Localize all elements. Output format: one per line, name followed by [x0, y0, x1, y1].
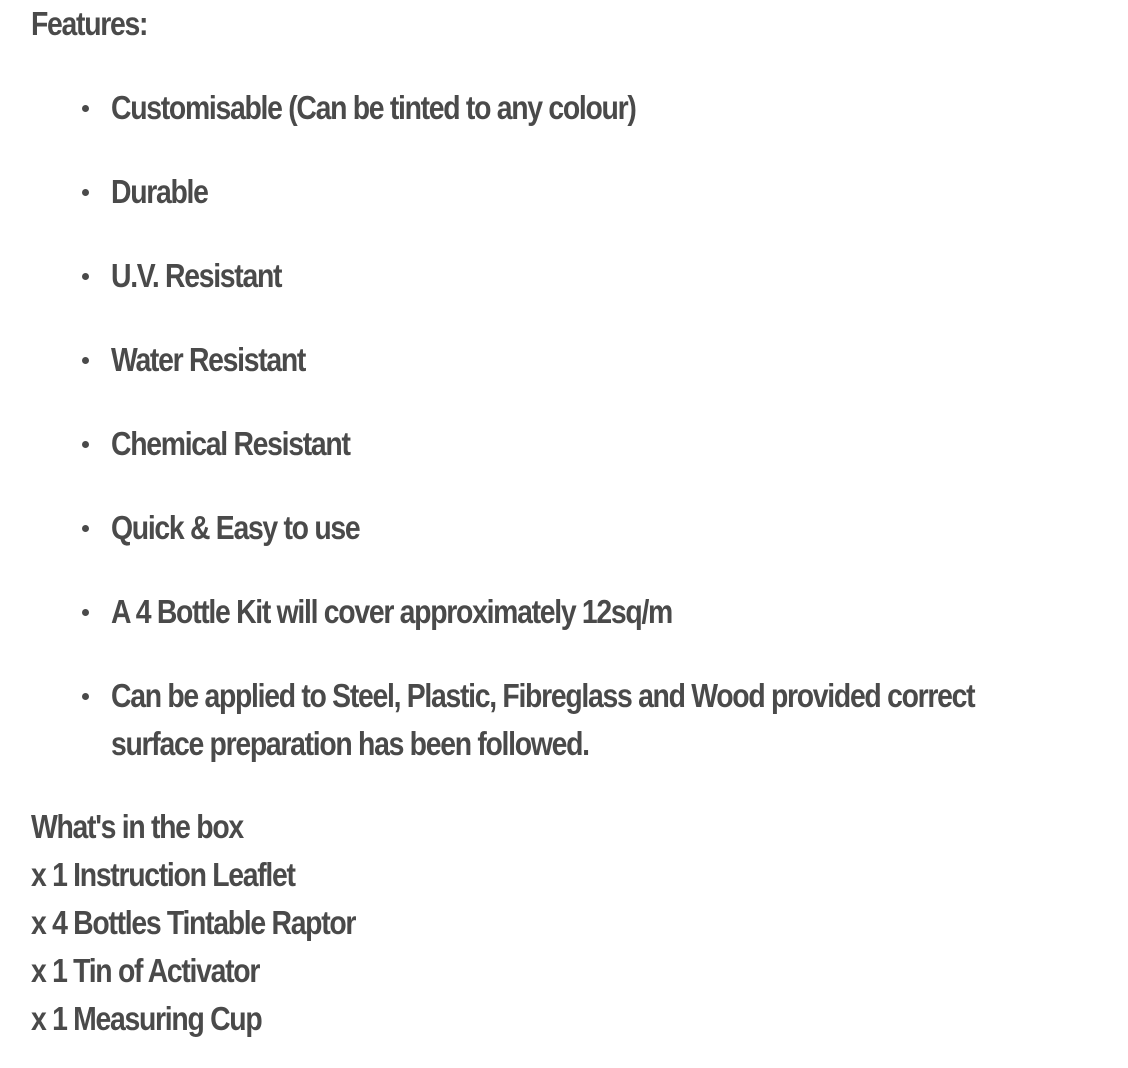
- features-heading: Features:: [31, 5, 148, 42]
- box-item: x 4 Bottles Tintable Raptor: [31, 904, 356, 941]
- feature-text: Durable: [111, 173, 208, 210]
- bullet-icon: [82, 273, 89, 280]
- feature-item: [31, 168, 1091, 216]
- feature-item: [31, 84, 1091, 132]
- feature-item: [31, 504, 1091, 552]
- box-item: x 1 Instruction Leaflet: [31, 856, 295, 893]
- feature-text: A 4 Bottle Kit will cover approximately 12sq/m: [111, 593, 673, 630]
- box-item: x 1 Tin of Activator: [31, 952, 260, 989]
- box-heading: What's in the box: [31, 808, 243, 845]
- feature-item: [31, 672, 1091, 768]
- feature-text: Customisable (Can be tinted to any colour): [111, 89, 636, 126]
- feature-text: Can be applied to Steel, Plastic, Fibreglass and Wood provided correct surface preparation has been followed.: [111, 677, 975, 762]
- box-item: x 1 Measuring Cup: [31, 1000, 262, 1037]
- feature-text: Water Resistant: [111, 341, 306, 378]
- feature-item: [31, 336, 1091, 384]
- bullet-icon: [82, 357, 89, 364]
- bullet-icon: [82, 525, 89, 532]
- bullet-icon: [82, 609, 89, 616]
- feature-item: [31, 420, 1091, 468]
- features-list: [31, 84, 1091, 804]
- feature-text: Quick & Easy to use: [111, 509, 360, 546]
- bullet-icon: [82, 693, 89, 700]
- whats-in-the-box: [31, 803, 408, 1043]
- feature-item: [31, 252, 1091, 300]
- bullet-icon: [82, 105, 89, 112]
- feature-item: [31, 588, 1091, 636]
- bullet-icon: [82, 441, 89, 448]
- bullet-icon: [82, 189, 89, 196]
- feature-text: Chemical Resistant: [111, 425, 350, 462]
- feature-text: U.V. Resistant: [111, 257, 282, 294]
